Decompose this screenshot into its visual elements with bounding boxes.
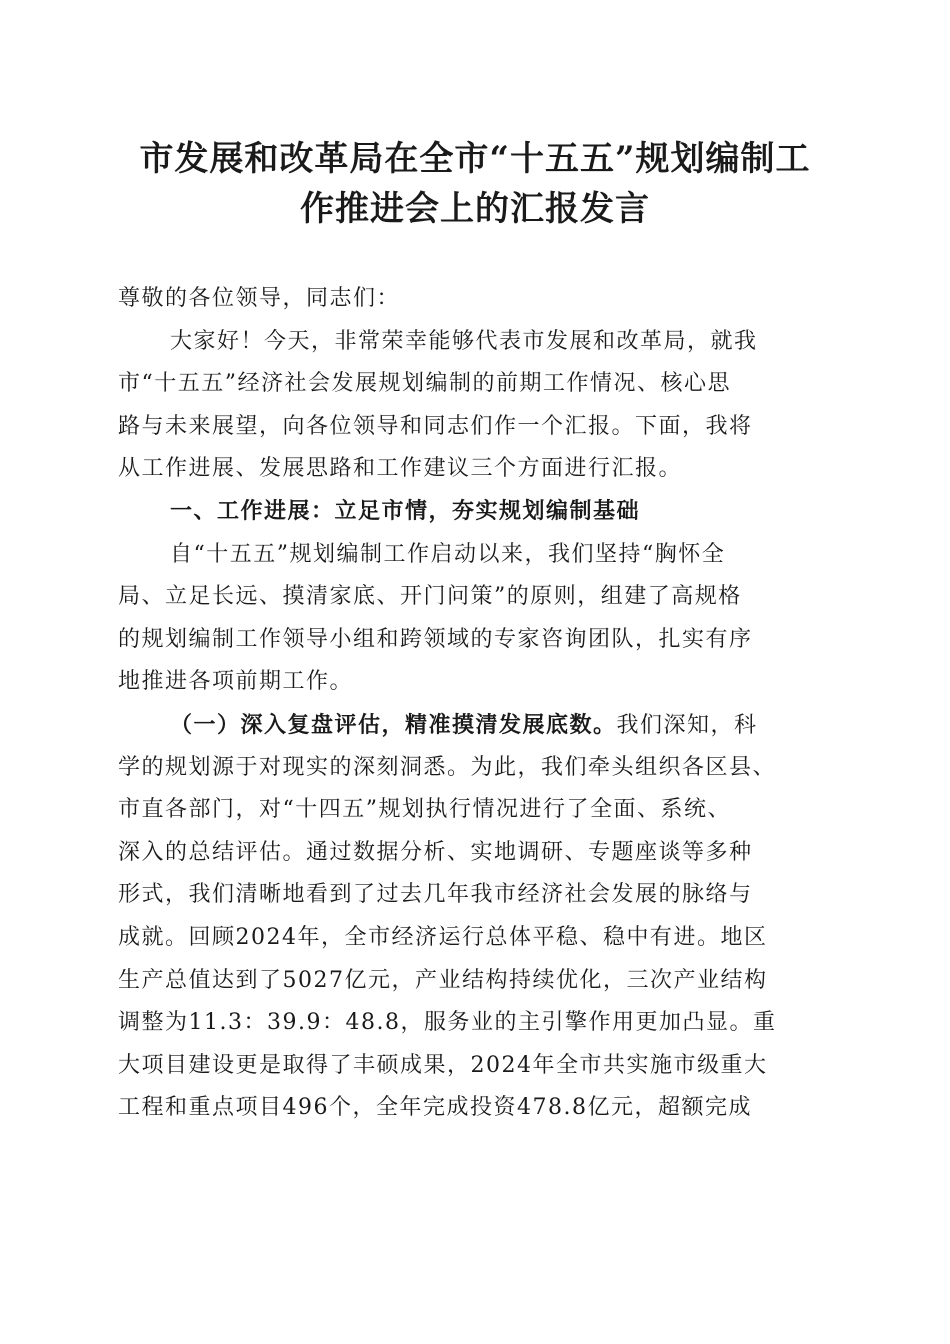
text-line: 路与未来展望，向各位领导和同志们作一个汇报。下面，我将 xyxy=(118,413,753,439)
text-line: 大家好！今天，非常荣幸能够代表市发展和改革局，就我 xyxy=(170,328,758,354)
text-line: 自“十五五”规划编制工作启动以来，我们坚持“胸怀全 xyxy=(170,541,726,567)
text-line: 成就。回顾2024年，全市经济运行总体平稳、稳中有进。地区 xyxy=(118,924,768,950)
salutation: 尊敬的各位领导，同志们： xyxy=(118,286,401,311)
text-run: 我们深知，科 xyxy=(616,712,758,738)
text-line: 形式，我们清晰地看到了过去几年我市经济社会发展的脉络与 xyxy=(118,882,753,908)
text-line: 市直各部门，对“十四五”规划执行情况进行了全面、系统、 xyxy=(118,797,731,823)
paragraph-evaluation xyxy=(118,704,828,1130)
text-line xyxy=(118,704,828,747)
text-line: 深入的总结评估。通过数据分析、实地调研、专题座谈等多种 xyxy=(118,839,753,865)
text-line: 局、立足长远、摸清家底、开门问策”的原则，组建了高规格 xyxy=(118,584,742,610)
text-line: 市“十五五”经济社会发展规划编制的前期工作情况、核心思 xyxy=(118,371,731,397)
text-line: 调整为11.3：39.9：48.8，服务业的主引擎作用更加凸显。重 xyxy=(118,1010,777,1036)
paragraph-progress xyxy=(118,534,828,704)
text-line: 工程和重点项目496个，全年完成投资478.8亿元，超额完成 xyxy=(118,1095,752,1121)
text-line: 地推进各项前期工作。 xyxy=(118,669,354,695)
text-line: 学的规划源于对现实的深刻洞悉。为此，我们牵头组织各区县、 xyxy=(118,754,777,780)
text-line: 生产总值达到了5027亿元，产业结构持续优化，三次产业结构 xyxy=(118,967,768,993)
title-line-1: 市发展和改革局在全市“十五五”规划编制工 xyxy=(139,139,811,179)
text-line: 从工作进展、发展思路和工作建议三个方面进行汇报。 xyxy=(118,456,683,482)
section-heading-1: 一、工作进展：立足市情，夯实规划编制基础 xyxy=(170,498,641,524)
title-line-2: 作推进会上的汇报发言 xyxy=(300,189,650,229)
document-body xyxy=(118,278,828,1130)
paragraph-intro xyxy=(118,321,828,491)
subsection-lead: （一）深入复盘评估，精准摸清发展底数。 xyxy=(170,711,617,738)
document-title xyxy=(100,134,850,234)
text-line: 大项目建设更是取得了丰硕成果，2024年全市共实施市级重大 xyxy=(118,1052,768,1078)
text-line: 的规划编制工作领导小组和跨领域的专家咨询团队，扎实有序 xyxy=(118,626,753,652)
